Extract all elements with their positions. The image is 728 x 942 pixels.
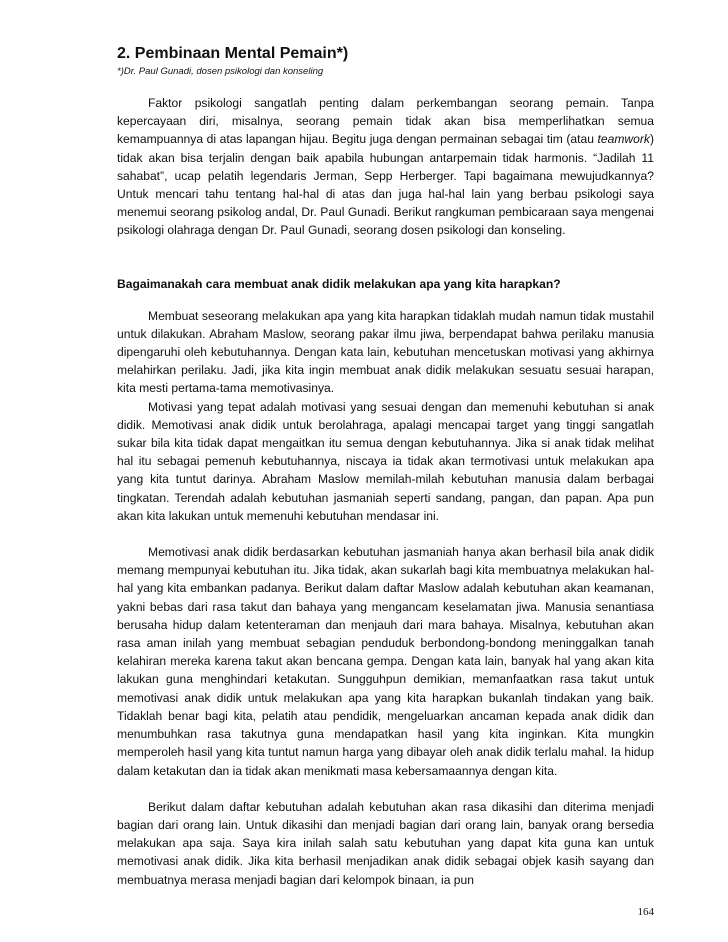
paragraph-belonging-needs: Berikut dalam daftar kebutuhan adalah kebutuhan akan rasa dikasihi dan diterima menjadi bagian dari orang lain. Untuk dikasihi dan menjadi bagian dari orang lain, banyak orang bersedia melakukan apa saja. Saya kira inilah salah satu kebutuhan yang dapat kita guna kan untuk memotivasi anak didik. Jika kita berhasil menjadikan anak didik sebagai objek kasih sayang dan membuatnya merasa menjadi bagian dari kelompok binaan, ia pun [117, 799, 654, 887]
paragraph-maslow: Membuat seseorang melakukan apa yang kita harapkan tidaklah mudah namun tidak mustahil untuk dilakukan. Abraham Maslow, seorang pakar ilmu jiwa, berpendapat bahwa perilaku manusia dipengaruhi oleh kebutuhannya. Dengan kata lain, kebutuhan mencetuskan motivasi yang akhirnya melahirkan perilaku. Jadi, jika kita ingin membuat anak didik melakukan sesuatu sesuai harapan, kita mesti pertama-tama memotivasinya. [117, 308, 654, 396]
paragraph-intro-part-2: ) tidak akan bisa terjalin dengan baik apabila hubungan antarpemain tidak harmonis. “Jadilah 11 sahabat”, ucap pelatih legendaris Jerman, Sepp Herberger. Tapi bagaimana mewujudkannya? Untuk mencari tahu tentang hal-hal di atas dan juga hal-hal lain yang berbau psikologi saya menemui seorang psikolog andal, Dr. Paul Gunadi. Berikut rangkuman pembicaraan saya mengenai psikologi olahraga dengan Dr. Paul Gunadi, seorang dosen psikologi dan konseling. [117, 132, 654, 238]
paragraph-intro [117, 94, 654, 240]
paragraph-motivation: Motivasi yang tepat adalah motivasi yang sesuai dengan dan memenuhi kebutuhan si anak didik. Memotivasi anak didik untuk berolahraga, apalagi mencapai target yang tinggi sangatlah sukar bila kita tidak dapat mengaitkan itu semua dengan kebutuhannya. Jika si anak tidak melihat hal itu sebagai pemenuh kebutuhannya, niscaya ia tidak akan termotivasi untuk melakukan apa yang kita tuntut darinya. Abraham Maslow memilah-milah kebutuhan manusia dalam berbagai tingkatan. Terendah adalah kebutuhan jasmaniah seperti sandang, pangan, dan papan. Apa pun akan kita lakukan untuk memenuhi kebutuhan mendasar ini. [117, 399, 654, 523]
author-note: *)Dr. Paul Gunadi, dosen psikologi dan konseling [117, 66, 324, 77]
page-number: 164 [637, 906, 654, 918]
section-question-heading: Bagaimanakah cara membuat anak didik melakukan apa yang kita harapkan? [117, 276, 561, 291]
article-body [117, 44, 654, 889]
paragraph-intro-part-1: Faktor psikologi sangatlah penting dalam perkembangan seorang pemain. Tanpa kepercayaan diri, misalnya, seorang pemain tidak akan bisa memperlihatkan semua kemampuannya di atas lapangan hijau. Begitu juga dengan permainan sebagai tim (atau [117, 96, 654, 147]
article-title: 2. Pembinaan Mental Pemain*) [117, 45, 349, 62]
paragraph-safety-needs: Memotivasi anak didik berdasarkan kebutuhan jasmaniah hanya akan berhasil bila anak didik memang mempunyai kebutuhan itu. Jika tidak, akan sukarlah bagi kita membuatnya melakukan hal-hal yang kita embankan padanya. Berikut dalam daftar Maslow adalah kebutuhan akan keamanan, yakni bebas dari rasa takut dan bahaya yang mengancam keselamatan jiwa. Manusia senantiasa berusaha hidup dalam ketenteraman dan menjauh dari mara bahaya. Misalnya, kebutuhan akan rasa aman inilah yang membuat sebagian penduduk berbondong-bondong meninggalkan tanah kelahiran mereka karena takut akan bencana gempa. Dengan kata lain, banyak hal yang akan kita lakukan guna menghindari ketakutan. Sungguhpun demikian, memanfaatkan rasa takut untuk memotivasi anak didik untuk melakukan apa yang kita harapkan bukanlah tindakan yang baik. Tidaklah benar bagi kita, pelatih atau pendidik, mengeluarkan ancaman kepada anak didik dan menumbuhkan rasa takutnya guna mendapatkan hasil yang kita inginkan. Kita mungkin memperoleh hasil yang kita tuntut namun harga yang dibayar oleh anak didik terlalu mahal. Ia hidup dalam ketakutan dan ia tidak akan menikmati masa kebersamaannya dengan kita. [117, 545, 654, 778]
teamwork-term: teamwork [597, 132, 650, 147]
